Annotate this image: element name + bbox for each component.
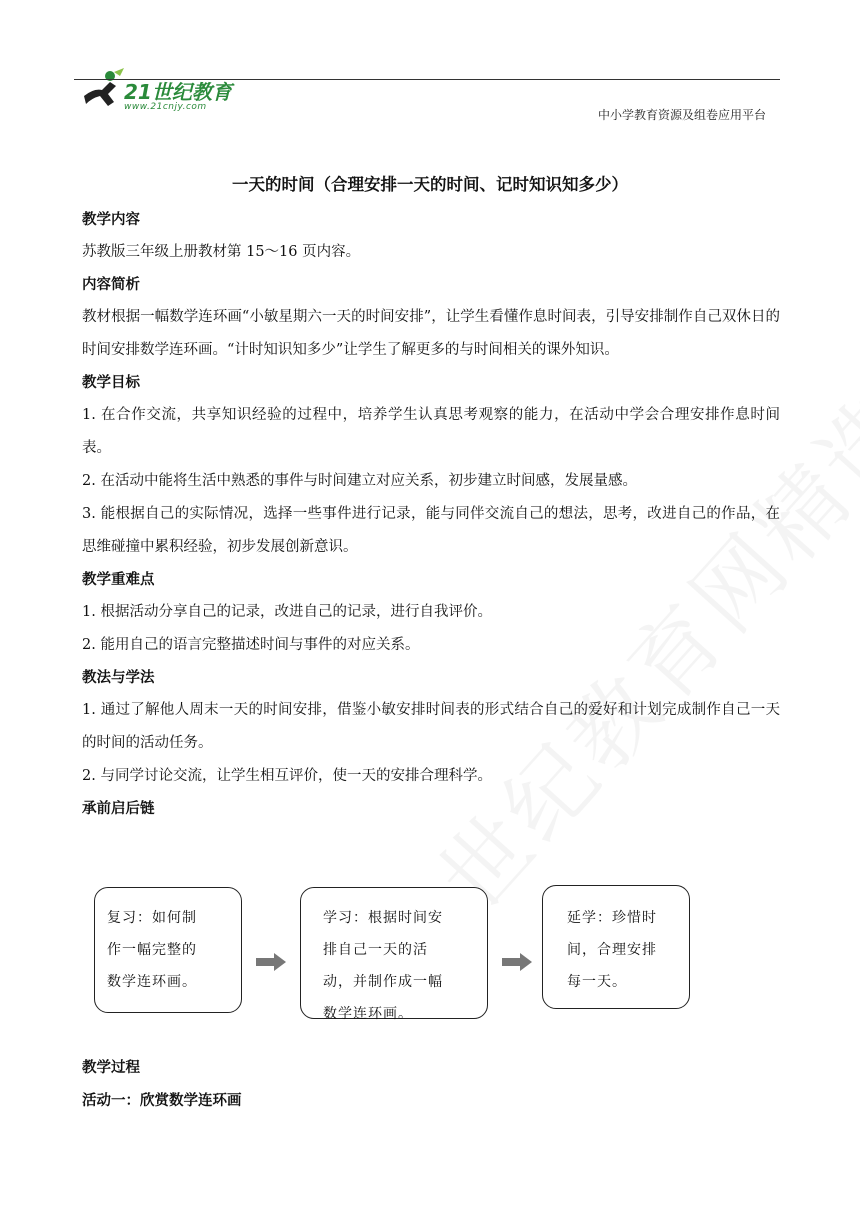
document-body [82, 204, 780, 825]
paragraph: 教材根据一幅数学连环画“小敏星期六一天的时间安排”，让学生看懂作息时间表，引导安排制作自己双休日的时间安排数学连环画。“计时知识知多少”让学生了解更多的与时间相关的课外知识。 [82, 309, 780, 358]
flow-line: 排自己一天的活 [323, 942, 428, 958]
list-item: 1. 通过了解他人周末一天的时间安排，借鉴小敏安排时间表的形式结合自己的爱好和计划完成制作自己一天的时间的活动任务。 [82, 702, 780, 751]
flow-line: 间，合理安排 [567, 942, 657, 958]
section-heading: 教学过程 [82, 1060, 140, 1076]
flow-line: 数学连环画。 [107, 974, 197, 990]
flow-box-review [94, 887, 242, 1013]
section-heading: 承前启后链 [82, 801, 155, 817]
flow-line: 延学：珍惜时 [567, 910, 657, 926]
arrow-right-icon [256, 953, 286, 971]
flow-line: 每一天。 [567, 974, 627, 990]
flow-line: 作一幅完整的 [107, 942, 197, 958]
flow-box-extend [542, 885, 690, 1009]
section-heading: 内容简析 [82, 277, 140, 293]
list-item: 2. 与同学讨论交流，让学生相互评价，使一天的安排合理科学。 [82, 768, 492, 784]
list-item: 1. 根据活动分享自己的记录，改进自己的记录，进行自我评价。 [82, 604, 492, 620]
section-heading: 教学目标 [82, 375, 140, 391]
flow-line: 复习：如何制 [107, 910, 197, 926]
arrow-right-icon [502, 953, 532, 971]
platform-name: 中小学教育资源及组卷应用平台 [597, 108, 766, 122]
logo-url: www.21cnjy.com [124, 102, 207, 112]
section-heading: 教法与学法 [82, 670, 155, 686]
section-heading: 教学重难点 [82, 572, 155, 588]
page-header [0, 0, 860, 130]
list-item: 3. 能根据自己的实际情况，选择一些事件进行记录，能与同伴交流自己的想法，思考，改进自己的作品，在思维碰撞中累积经验，初步发展创新意识。 [82, 506, 780, 555]
flow-diagram [82, 883, 782, 1023]
flow-box-learn [300, 887, 488, 1022]
page-title: 一天的时间（合理安排一天的时间、记时知识知多少） [232, 175, 628, 194]
header-divider [74, 79, 780, 80]
process-section [82, 1052, 780, 1118]
logo-text: 21世纪教育 [124, 80, 232, 104]
flow-line: 数学连环画。 [323, 1006, 413, 1022]
logo [80, 66, 260, 118]
runner-icon [80, 66, 126, 112]
list-item: 1. 在合作交流，共享知识经验的过程中，培养学生认真思考观察的能力，在活动中学会合理安排作息时间表。 [82, 407, 780, 456]
flow-line: 学习：根据时间安 [323, 910, 443, 926]
list-item: 2. 能用自己的语言完整描述时间与事件的对应关系。 [82, 637, 420, 653]
paragraph: 苏教版三年级上册教材第 15～16 页内容。 [82, 244, 361, 260]
list-item: 2. 在活动中能将生活中熟悉的事件与时间建立对应关系，初步建立时间感，发展量感。 [82, 473, 637, 489]
section-heading: 教学内容 [82, 212, 140, 228]
activity-heading: 活动一：欣赏数学连环画 [82, 1093, 242, 1109]
flow-line: 动，并制作成一幅 [323, 974, 443, 990]
